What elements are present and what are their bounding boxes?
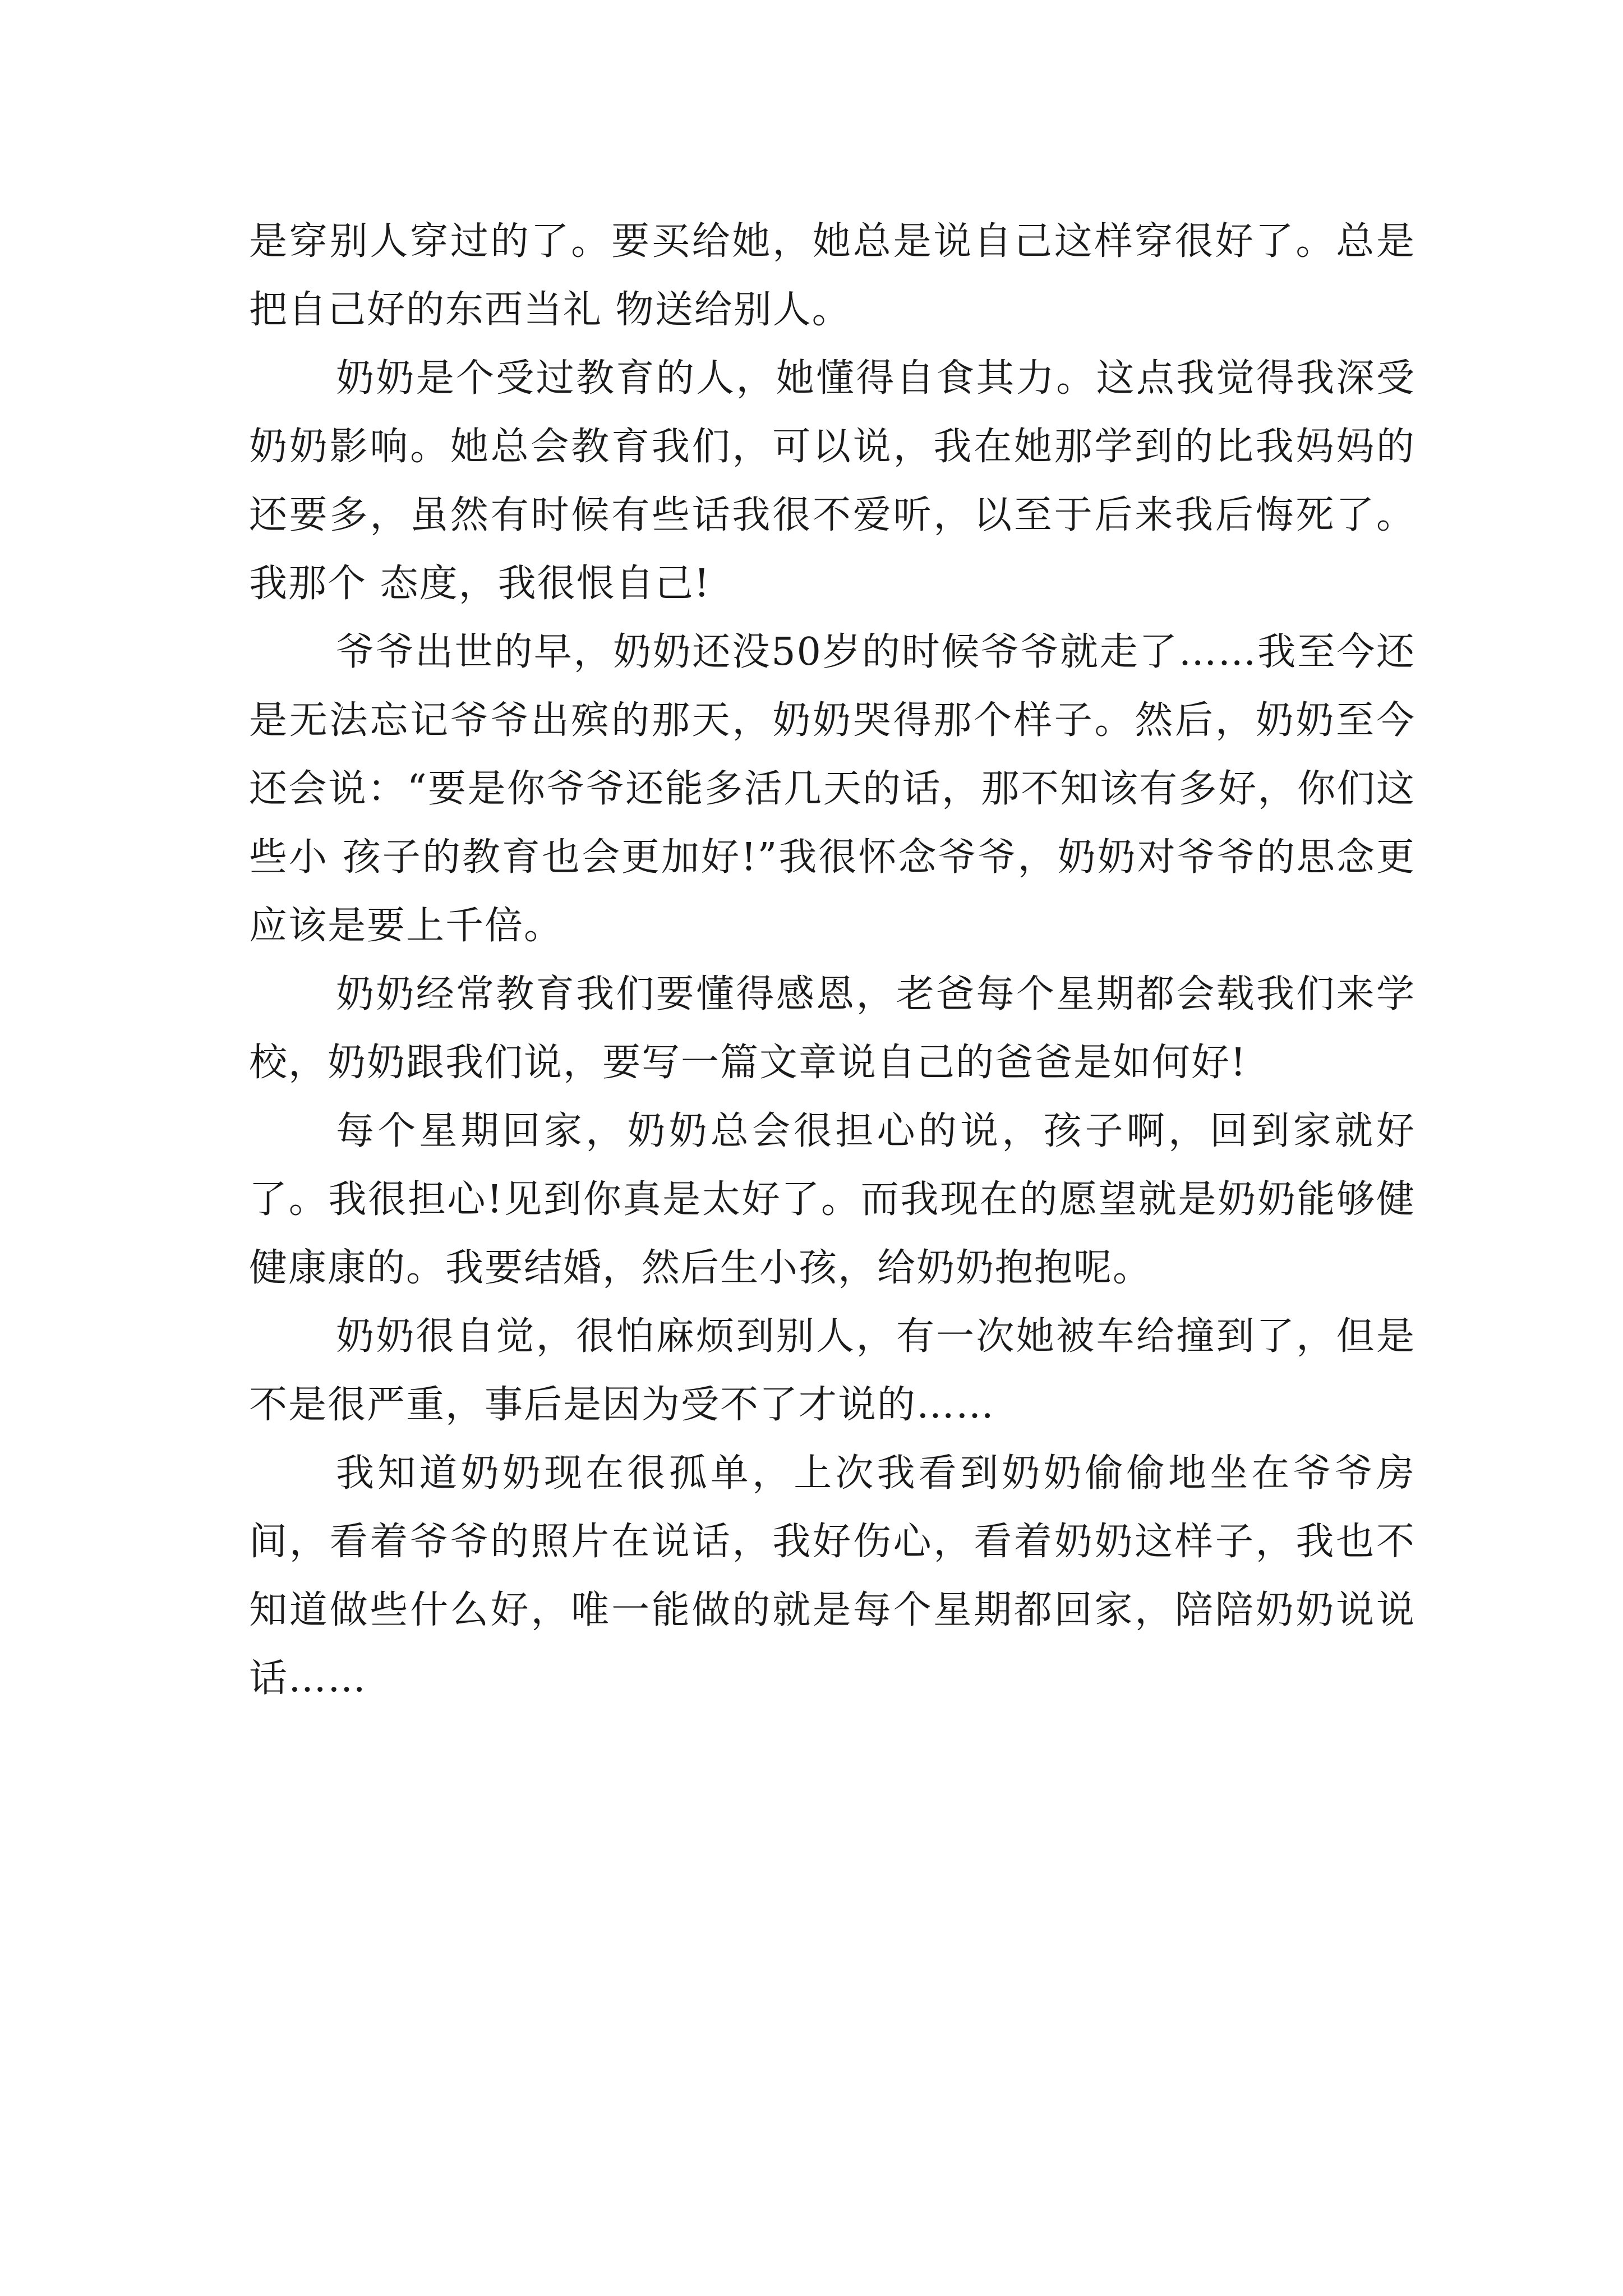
paragraph-2: 奶奶是个受过教育的人，她懂得自食其力。这点我觉得我深受奶奶影响。她总会教育我们，可以说，我在她那学到的比我妈妈的还要多，虽然有时候有些话我很不爱听，以至于后来我后悔死了。我那个 态度，我很恨自己! <box>249 356 1415 606</box>
paragraph-6: 奶奶很自觉，很怕麻烦到别人，有一次她被车给撞到了，但是不是很严重，事后是因为受不了才说的…… <box>249 1314 1415 1427</box>
paragraph-7: 我知道奶奶现在很孤单，上次我看到奶奶偷偷地坐在爷爷房间，看着爷爷的照片在说话，我好伤心，看着奶奶这样子，我也不知道做些什么好，唯一能做的就是每个星期都回家，陪陪奶奶说说话…… <box>249 1451 1415 1701</box>
document-body <box>249 208 1415 1713</box>
paragraph-5: 每个星期回家，奶奶总会很担心的说，孩子啊，回到家就好了。我很担心!见到你真是太好了。而我现在的愿望就是奶奶能够健健康康的。我要结婚，然后生小孩，给奶奶抱抱呢。 <box>249 1109 1415 1290</box>
paragraph-4: 奶奶经常教育我们要懂得感恩，老爸每个星期都会载我们来学校，奶奶跟我们说，要写一篇文章说自己的爸爸是如何好! <box>249 972 1415 1085</box>
paragraph-1: 是穿别人穿过的了。要买给她，她总是说自己这样穿很好了。总是把自己好的东西当礼 物送给别人。 <box>249 219 1415 332</box>
paragraph-3: 爷爷出世的早，奶奶还没50岁的时候爷爷就走了……我至今还是无法忘记爷爷出殡的那天，奶奶哭得那个样子。然后，奶奶至今还会说：“要是你爷爷还能多活几天的话，那不知该有多好，你们这些小 孩子的教育也会更加好!”我很怀念爷爷，奶奶对爷爷的思念更应该是要上千倍。 <box>249 630 1415 948</box>
